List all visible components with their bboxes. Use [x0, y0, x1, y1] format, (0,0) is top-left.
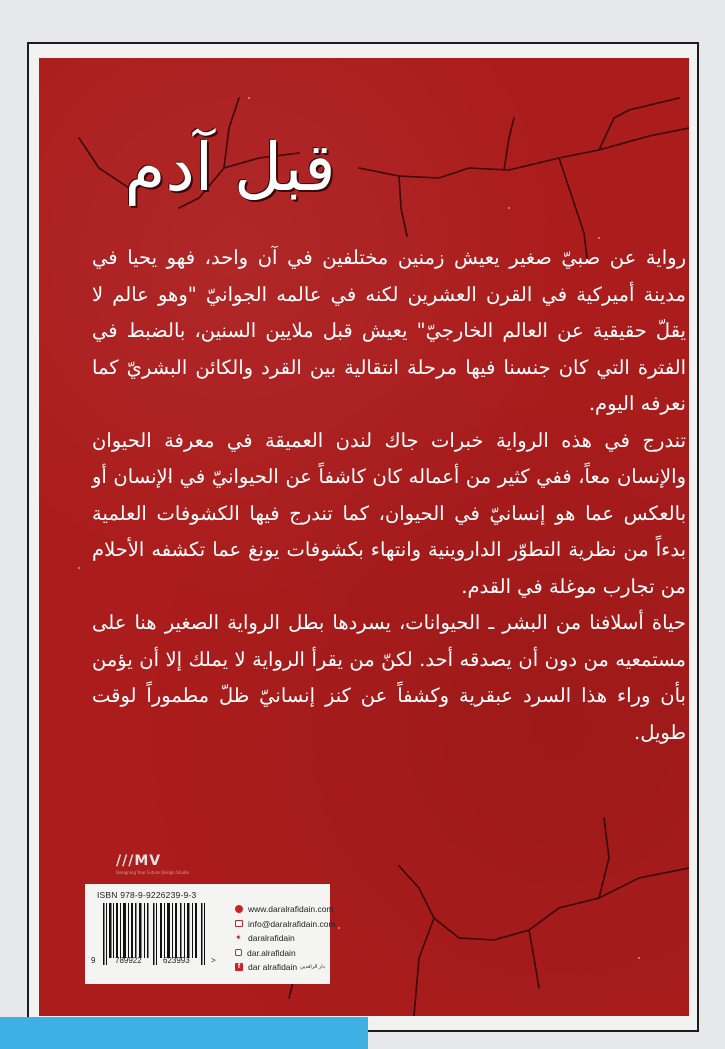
contact-text: www.daralrafidain.com	[248, 904, 334, 915]
designer-logo	[116, 850, 196, 880]
contact-text: daralrafidain	[248, 933, 295, 944]
blurb-paragraph: حياة أسلافنا من البشر ـ الحيوانات، يسردها بطل الرواية الصغير هنا على مستمعيه من دون أن يصدقه أحد. لكنّ من يقرأ الرواية لا يملك إلا أن يؤمن بأن وراء هذا السرد عبقرية وكشفاً عن كنز إنسانيّ ظلّ مطموراً لوقت طويل.	[92, 611, 686, 744]
contact-facebook[interactable]	[235, 960, 330, 975]
twitter-icon: ✦	[235, 933, 242, 943]
contact-text: dar alrafidain	[248, 962, 298, 973]
contact-website[interactable]	[235, 902, 334, 917]
facebook-icon: f	[235, 963, 243, 971]
contact-twitter[interactable]	[235, 931, 330, 946]
instagram-icon	[235, 949, 242, 956]
barcode-digit-end: >	[211, 956, 216, 965]
designer-logo-tagline: Designing Your Future Design Studio	[116, 870, 189, 875]
contact-text: info@daralrafidain.com	[248, 918, 336, 929]
blurb-paragraph: رواية عن صبيّ صغير يعيش زمنين مختلفين في آن واحد، فهو يحيا في مدينة أميركية في القرن العشرين لكنه في عالمه الجوانيّ "وهو عالم لا يقلّ حقيقية عن العالم الخارجيّ" يعيش قبل ملايين السنين، بالضبط في الفترة التي كان جنسنا فيها مرحلة انتقالية بين القرد والكائن البشريّ كما نعرفه اليوم.	[92, 246, 686, 415]
globe-icon	[235, 905, 243, 913]
isbn-text: ISBN 978-9-9226239-9-3	[97, 890, 197, 900]
designer-logo-mark: ///MV	[116, 853, 162, 869]
book-title: قبل آدم	[124, 129, 336, 206]
isbn-label	[85, 884, 336, 984]
publisher-contacts	[235, 902, 336, 975]
contact-email[interactable]	[235, 917, 336, 932]
mail-icon	[235, 920, 243, 927]
blurb-paragraph: تندرج في هذه الرواية خبرات جاك لندن العميقة في معرفة الحيوان والإنسان معاً، ففي كثير من أعماله كان كاشفاً عن الحيوانيّ في الإنسان أو بالعكس عما هو إنسانيّ في الحيوان، كما تندرج فيها الكشوفات العلمية بدءاً من نظرية التطوّر الداروينية وانتهاء بكشوفات يونغ عما تكشفه الأحلام من تجارب موغلة في القدم.	[92, 428, 686, 598]
barcode-digits-left: 789922	[115, 956, 142, 965]
contact-text: dar.alrafidain	[247, 947, 296, 958]
contact-arabic-name: دار الرافدين	[300, 964, 325, 971]
book-blurb	[92, 240, 686, 751]
blue-sticker	[0, 1017, 368, 1049]
barcode-digits-right: 623993	[163, 956, 190, 965]
barcode-digit-first: 9	[91, 956, 96, 965]
contact-instagram[interactable]	[235, 946, 330, 961]
